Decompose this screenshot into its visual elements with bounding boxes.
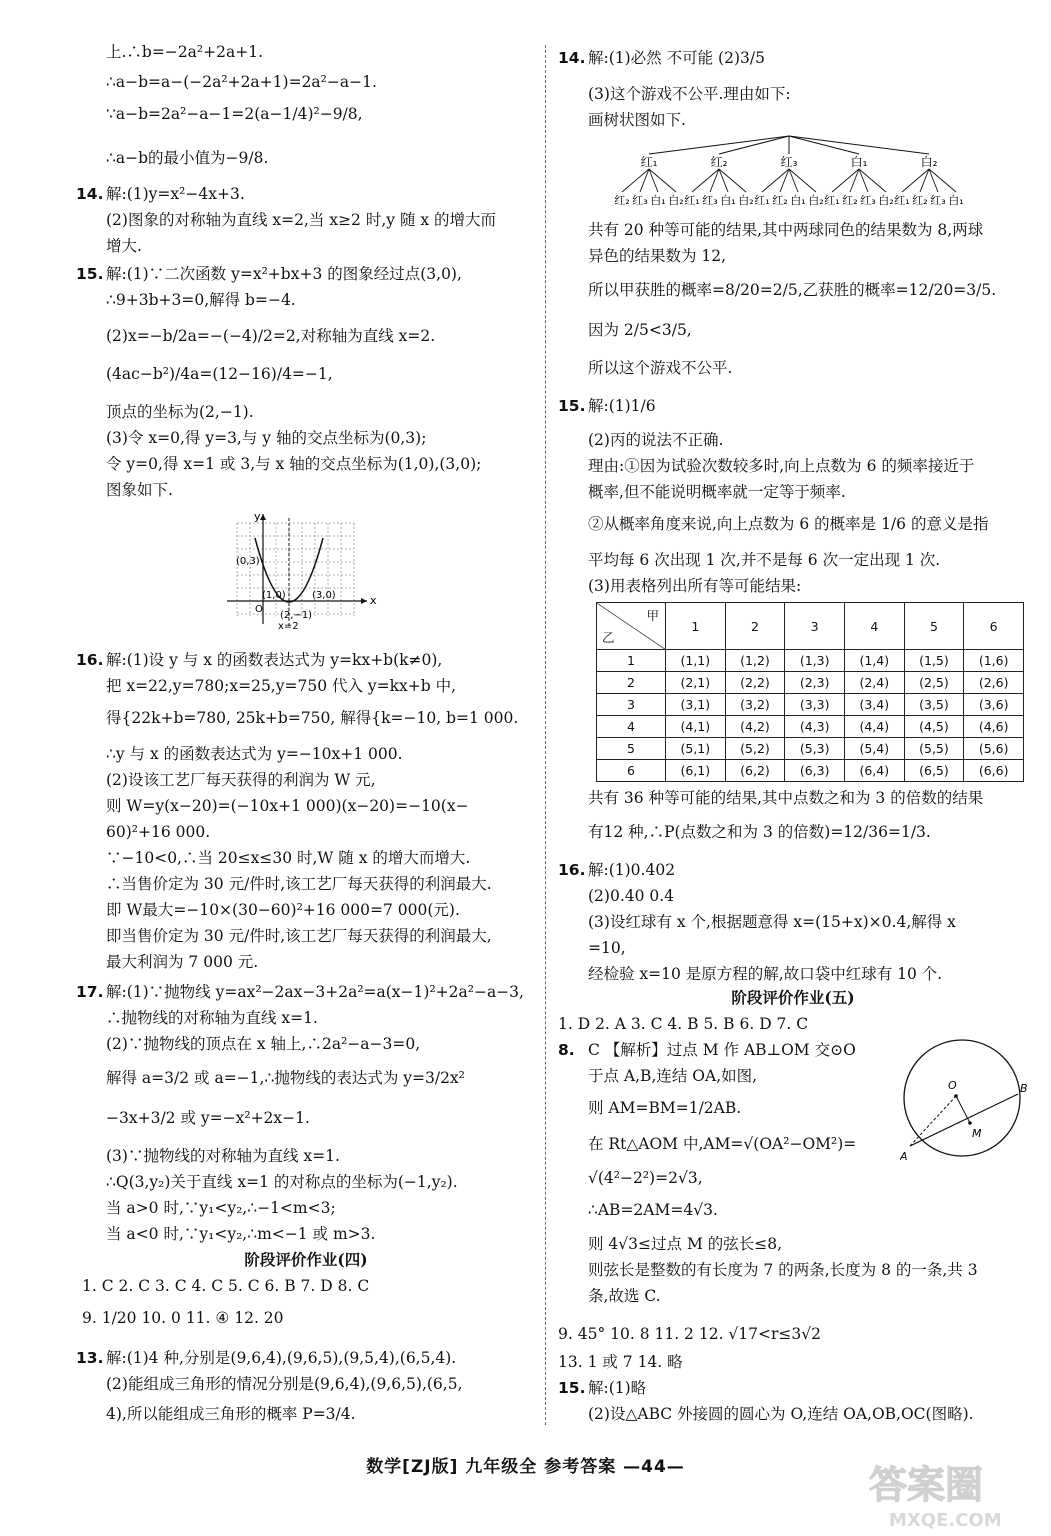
text-line: (2)设△ABC 外接圆的圆心为 O,连结 OA,OB,OC(图略). xyxy=(588,1405,974,1423)
tree-node: 白₂ xyxy=(920,155,938,169)
table-corner-cell xyxy=(597,603,666,650)
text-line: 有12 种,∴P(点数之和为 3 的倍数)=12/36=1/3. xyxy=(588,823,931,841)
text-line: 则 4√3≤过点 M 的弦长≤8, xyxy=(588,1235,783,1253)
text-line: (2)0.40 0.4 xyxy=(588,887,675,905)
axis-note: x=2 xyxy=(278,621,299,630)
tree-leaf: 白₁ xyxy=(790,194,806,207)
text-line: 上.∴b=−2a²+2a+1. xyxy=(106,43,264,61)
table-cell: (5,1) xyxy=(666,738,726,760)
text-line: 即 W最大=−10×(30−60)²+16 000=7 000(元). xyxy=(106,901,460,919)
text-line: (2)∵抛物线的顶点在 x 轴上,∴2a²−a−3=0, xyxy=(106,1035,421,1053)
tree-leaf: 白₂ xyxy=(668,194,684,207)
table-row xyxy=(597,672,1024,694)
point-label: (1,0) xyxy=(262,590,286,601)
table-cell: (6,4) xyxy=(844,760,904,782)
table-cell: 3 xyxy=(597,694,666,716)
question-number: 15. xyxy=(76,265,104,283)
table-cell: 2 xyxy=(597,672,666,694)
text-line: 画树状图如下. xyxy=(588,111,686,129)
table-cell: (6,3) xyxy=(785,760,845,782)
table-header-cell: 3 xyxy=(785,603,845,650)
text-line: 因为 2/5<3/5, xyxy=(588,321,692,339)
table-header-cell: 1 xyxy=(666,603,726,650)
text-line: 解:(1)0.402 xyxy=(588,861,676,879)
question-number: 16. xyxy=(558,861,586,879)
tree-leaf: 红₃ xyxy=(702,194,718,207)
text-line: 得{22k+b=780, 25k+b=750, 解得{k=−10, b=1 000. xyxy=(106,709,519,727)
answer-line: 9. 1/20 10. 0 11. ④ 12. 20 xyxy=(82,1309,284,1327)
question-number: 14. xyxy=(76,185,104,203)
text-line: 图象如下. xyxy=(106,481,173,499)
label-o: O xyxy=(948,1079,957,1092)
text-line: 异色的结果数为 12, xyxy=(588,247,727,265)
table-cell: (6,1) xyxy=(666,760,726,782)
text-line: ∴当售价定为 30 元/件时,该工艺厂每天获得的利润最大. xyxy=(106,875,492,893)
table-cell: (3,6) xyxy=(964,694,1024,716)
table-header-cell: 2 xyxy=(725,603,785,650)
text-line: (3)设红球有 x 个,根据题意得 x=(15+x)×0.4,解得 x xyxy=(588,913,956,931)
answer-line: 1. D 2. A 3. C 4. B 5. B 6. D 7. C xyxy=(558,1015,809,1033)
tree-leaf: 白₁ xyxy=(650,194,666,207)
point-label: (0,3) xyxy=(236,556,260,567)
watermark-title: 答案圈 xyxy=(869,1463,984,1507)
text-line: =10, xyxy=(588,939,626,957)
table-cell: (4,4) xyxy=(844,716,904,738)
table-cell: (2,4) xyxy=(844,672,904,694)
text-line: (3)∵抛物线的对称轴为直线 x=1. xyxy=(106,1147,340,1165)
table-cell: (2,2) xyxy=(725,672,785,694)
watermark-logo xyxy=(863,1456,1033,1532)
text-line: 把 x=22,y=780;x=25,y=750 代入 y=kx+b 中, xyxy=(106,677,457,695)
tree-leaf: 红₃ xyxy=(632,194,648,207)
text-line: 在 Rt△AOM 中,AM=√(OA²−OM²)= xyxy=(588,1135,857,1153)
text-line: (2)x=−b/2a=−(−4)/2=2,对称轴为直线 x=2. xyxy=(106,327,436,345)
segment-om xyxy=(956,1096,970,1123)
text-line: 解:(1)略 xyxy=(588,1379,647,1397)
text-line: 解:(1)设 y 与 x 的函数表达式为 y=kx+b(k≠0), xyxy=(106,651,443,669)
tree-leaf: 红₂ xyxy=(912,194,928,207)
chord-ab xyxy=(910,1094,1018,1146)
table-row xyxy=(597,738,1024,760)
table-cell: (6,6) xyxy=(964,760,1024,782)
tree-leaf: 红₁ xyxy=(684,194,700,207)
text-line: 所以这个游戏不公平. xyxy=(588,359,733,377)
text-line: ∴a−b的最小值为−9/8. xyxy=(106,149,269,167)
table-cell: (5,3) xyxy=(785,738,845,760)
text-line: (2)设该工艺厂每天获得的利润为 W 元, xyxy=(106,771,376,789)
text-line: (3)这个游戏不公平.理由如下: xyxy=(588,85,791,103)
tree-leaf: 红₃ xyxy=(930,194,946,207)
table-cell: 4 xyxy=(597,716,666,738)
tree-leaf: 红₁ xyxy=(754,194,770,207)
text-line: 60)²+16 000. xyxy=(106,823,211,841)
tree-leaf: 白₁ xyxy=(948,194,964,207)
question-number: 14. xyxy=(558,49,586,67)
table-cell: (6,5) xyxy=(904,760,964,782)
tree-leaf: 红₁ xyxy=(894,194,910,207)
table-cell: 5 xyxy=(597,738,666,760)
text-line: 平均每 6 次出现 1 次,并不是每 6 次一定出现 1 次. xyxy=(588,551,941,569)
table-cell: (5,5) xyxy=(904,738,964,760)
watermark-url: MXQE.COM xyxy=(889,1510,1002,1531)
table-cell: (2,6) xyxy=(964,672,1024,694)
table-cell: (2,1) xyxy=(666,672,726,694)
text-line: ∴抛物线的对称轴为直线 x=1. xyxy=(106,1009,318,1027)
text-line: −3x+3/2 或 y=−x²+2x−1. xyxy=(106,1109,310,1127)
text-line: 解:(1)∵抛物线 y=ax²−2ax−3+2a²=a(x−1)²+2a²−a−3, xyxy=(106,983,524,1001)
text-line: 当 a>0 时,∵y₁<y₂,∴−1<m<3; xyxy=(106,1199,336,1217)
text-line: 令 y=0,得 x=1 或 3,与 x 轴的交点坐标为(1,0),(3,0); xyxy=(106,455,482,473)
circle-o xyxy=(904,1040,1020,1156)
tree-leaf: 红₂ xyxy=(772,194,788,207)
table-row xyxy=(597,650,1024,672)
text-line: ∵a−b=2a²−a−1=2(a−1/4)²−9/8, xyxy=(106,105,363,123)
table-cell: (5,4) xyxy=(844,738,904,760)
table-cell: (1,1) xyxy=(666,650,726,672)
tree-node: 红₂ xyxy=(710,155,728,169)
text-line: 于点 A,B,连结 OA,如图, xyxy=(588,1067,758,1085)
question-number: 15. xyxy=(558,397,586,415)
text-line: 则 AM=BM=1/2AB. xyxy=(588,1099,742,1117)
label-m: M xyxy=(972,1127,982,1140)
text-line: 则 W=y(x−20)=(−10x+1 000)(x−20)=−10(x− xyxy=(106,797,469,815)
section-title: 阶段评价作业(四) xyxy=(244,1250,368,1269)
text-line: 解:(1)必然 不可能 (2)3/5 xyxy=(588,49,765,67)
text-line: ∴Q(3,y₂)关于直线 x=1 的对称点的坐标为(−1,y₂). xyxy=(106,1173,458,1191)
answer-line: 9. 45° 10. 8 11. 2 12. √17<r≤3√2 xyxy=(558,1325,822,1343)
x-axis-label: x xyxy=(370,594,377,607)
text-line: 最大利润为 7 000 元. xyxy=(106,953,259,971)
text-line: (2)丙的说法不正确. xyxy=(588,431,724,449)
table-header-cell: 4 xyxy=(844,603,904,650)
text-line: 条,故选 C. xyxy=(588,1287,661,1305)
text-line: ∴9+3b+3=0,解得 b=−4. xyxy=(106,291,296,309)
tree-leaf: 白₁ xyxy=(720,194,736,207)
table-cell: (4,5) xyxy=(904,716,964,738)
segment-oa xyxy=(910,1096,956,1146)
tree-diagram xyxy=(614,132,964,210)
text-line: ∴y 与 x 的函数表达式为 y=−10x+1 000. xyxy=(106,745,403,763)
tree-leaf: 白₂ xyxy=(878,194,894,207)
table-cell: (2,5) xyxy=(904,672,964,694)
tree-branch xyxy=(719,136,789,154)
point-label: (3,0) xyxy=(312,590,336,601)
circle-figure xyxy=(900,1036,1030,1176)
text-line: C 【解析】过点 M 作 AB⊥OM 交⊙O xyxy=(588,1041,856,1059)
text-line: 解:(1)1/6 xyxy=(588,397,656,415)
question-number: 17. xyxy=(76,983,104,1001)
question-number: 8. xyxy=(558,1041,575,1059)
tree-leaf: 白₂ xyxy=(808,194,824,207)
table-cell: (4,1) xyxy=(666,716,726,738)
tree-node: 红₁ xyxy=(640,155,658,169)
table-cell: (1,5) xyxy=(904,650,964,672)
text-line: 经检验 x=10 是原方程的解,故口袋中红球有 10 个. xyxy=(588,965,943,983)
tree-leaf: 白₂ xyxy=(738,194,754,207)
label-b: B xyxy=(1020,1082,1028,1095)
text-line: √(4²−2²)=2√3, xyxy=(588,1169,703,1187)
table-cell: (3,4) xyxy=(844,694,904,716)
text-line: 理由:①因为试验次数较多时,向上点数为 6 的频率接近于 xyxy=(588,457,975,475)
table-cell: (1,2) xyxy=(725,650,785,672)
table-cell: 6 xyxy=(597,760,666,782)
table-cell: 1 xyxy=(597,650,666,672)
tree-branch xyxy=(649,136,789,154)
question-number: 16. xyxy=(76,651,104,669)
table-cell: (1,3) xyxy=(785,650,845,672)
text-line: 解:(1)∵二次函数 y=x²+bx+3 的图象经过点(3,0), xyxy=(106,265,462,283)
text-line: (2)图象的对称轴为直线 x=2,当 x≥2 时,y 随 x 的增大而 xyxy=(106,211,497,229)
text-line: 概率,但不能说明概率就一定等于频率. xyxy=(588,483,846,501)
question-number: 15. xyxy=(558,1379,586,1397)
label-a: A xyxy=(900,1150,908,1163)
text-line: ∵−10<0,∴当 20≤x≤30 时,W 随 x 的增大而增大. xyxy=(106,849,471,867)
table-row xyxy=(597,694,1024,716)
text-line: 则弦长是整数的有长度为 7 的两条,长度为 8 的一条,共 3 xyxy=(588,1261,978,1279)
text-line: (3)令 x=0,得 y=3,与 y 轴的交点坐标为(0,3); xyxy=(106,429,427,447)
text-line: ∴AB=2AM=4√3. xyxy=(588,1201,718,1219)
answer-line: 1. C 2. C 3. C 4. C 5. C 6. B 7. D 8. C xyxy=(82,1277,370,1295)
section-title: 阶段评价作业(五) xyxy=(731,988,855,1007)
text-line: ②从概率角度来说,向上点数为 6 的概率是 1/6 的意义是指 xyxy=(588,515,989,533)
tree-leaf: 红₂ xyxy=(842,194,858,207)
text-line: 解得 a=3/2 或 a=−1,∴抛物线的表达式为 y=3/2x² xyxy=(106,1069,465,1087)
point-label: (2,−1) xyxy=(280,610,313,621)
table-cell: (5,6) xyxy=(964,738,1024,760)
text-line: ∴a−b=a−(−2a²+2a+1)=2a²−a−1. xyxy=(106,73,377,91)
dice-outcome-table xyxy=(596,602,1024,782)
text-line: 解:(1)y=x²−4x+3. xyxy=(106,185,245,203)
tree-leaf: 红₁ xyxy=(824,194,840,207)
table-cell: (5,2) xyxy=(725,738,785,760)
origin-label: O xyxy=(255,604,263,615)
table-cell: (3,5) xyxy=(904,694,964,716)
text-line: 4),所以能组成三角形的概率 P=3/4. xyxy=(106,1405,356,1423)
table-cell: (4,6) xyxy=(964,716,1024,738)
parabola-graph xyxy=(222,508,382,630)
page-footer: 数学[ZJ版] 九年级全 参考答案 —44— xyxy=(366,1457,685,1477)
question-number: 13. xyxy=(76,1349,104,1367)
tree-node: 白₁ xyxy=(850,155,868,169)
table-cell: (4,2) xyxy=(725,716,785,738)
tree-leaf: 红₂ xyxy=(614,194,630,207)
text-line: 共有 20 种等可能的结果,其中两球同色的结果数为 8,两球 xyxy=(588,221,984,239)
table-cell: (2,3) xyxy=(785,672,845,694)
text-line: 顶点的坐标为(2,−1). xyxy=(106,403,254,421)
table-cell: (4,3) xyxy=(785,716,845,738)
tree-node: 红₃ xyxy=(780,155,798,169)
tree-branch xyxy=(789,136,929,154)
table-cell: (6,2) xyxy=(725,760,785,782)
corner-bottom-label: 乙 xyxy=(602,630,615,645)
table-row xyxy=(597,760,1024,782)
tree-leaf: 红₃ xyxy=(860,194,876,207)
table-cell: (1,6) xyxy=(964,650,1024,672)
column-divider xyxy=(545,45,546,1425)
table-cell: (3,3) xyxy=(785,694,845,716)
text-line: (3)用表格列出所有等可能结果: xyxy=(588,577,802,595)
corner-top-label: 甲 xyxy=(646,608,659,623)
text-line: 增大. xyxy=(106,237,142,255)
text-line: 即当售价定为 30 元/件时,该工艺厂每天获得的利润最大, xyxy=(106,927,492,945)
y-axis-label: y xyxy=(254,510,261,523)
table-header-cell: 6 xyxy=(964,603,1024,650)
text-line: 共有 36 种等可能的结果,其中点数之和为 3 的倍数的结果 xyxy=(588,789,984,807)
tree-branch xyxy=(789,136,859,154)
text-line: 当 a<0 时,∵y₁<y₂,∴m<−1 或 m>3. xyxy=(106,1225,376,1243)
text-line: 解:(1)4 种,分别是(9,6,4),(9,6,5),(9,5,4),(6,5,4). xyxy=(106,1349,457,1367)
table-cell: (3,2) xyxy=(725,694,785,716)
answer-line: 13. 1 或 7 14. 略 xyxy=(558,1353,683,1371)
table-row xyxy=(597,716,1024,738)
table-cell: (3,1) xyxy=(666,694,726,716)
text-line: 所以甲获胜的概率=8/20=2/5,乙获胜的概率=12/20=3/5. xyxy=(588,281,997,299)
text-line: (4ac−b²)/4a=(12−16)/4=−1, xyxy=(106,365,333,383)
table-header-cell: 5 xyxy=(904,603,964,650)
text-line: (2)能组成三角形的情况分别是(9,6,4),(9,6,5),(6,5, xyxy=(106,1375,463,1393)
table-cell: (1,4) xyxy=(844,650,904,672)
